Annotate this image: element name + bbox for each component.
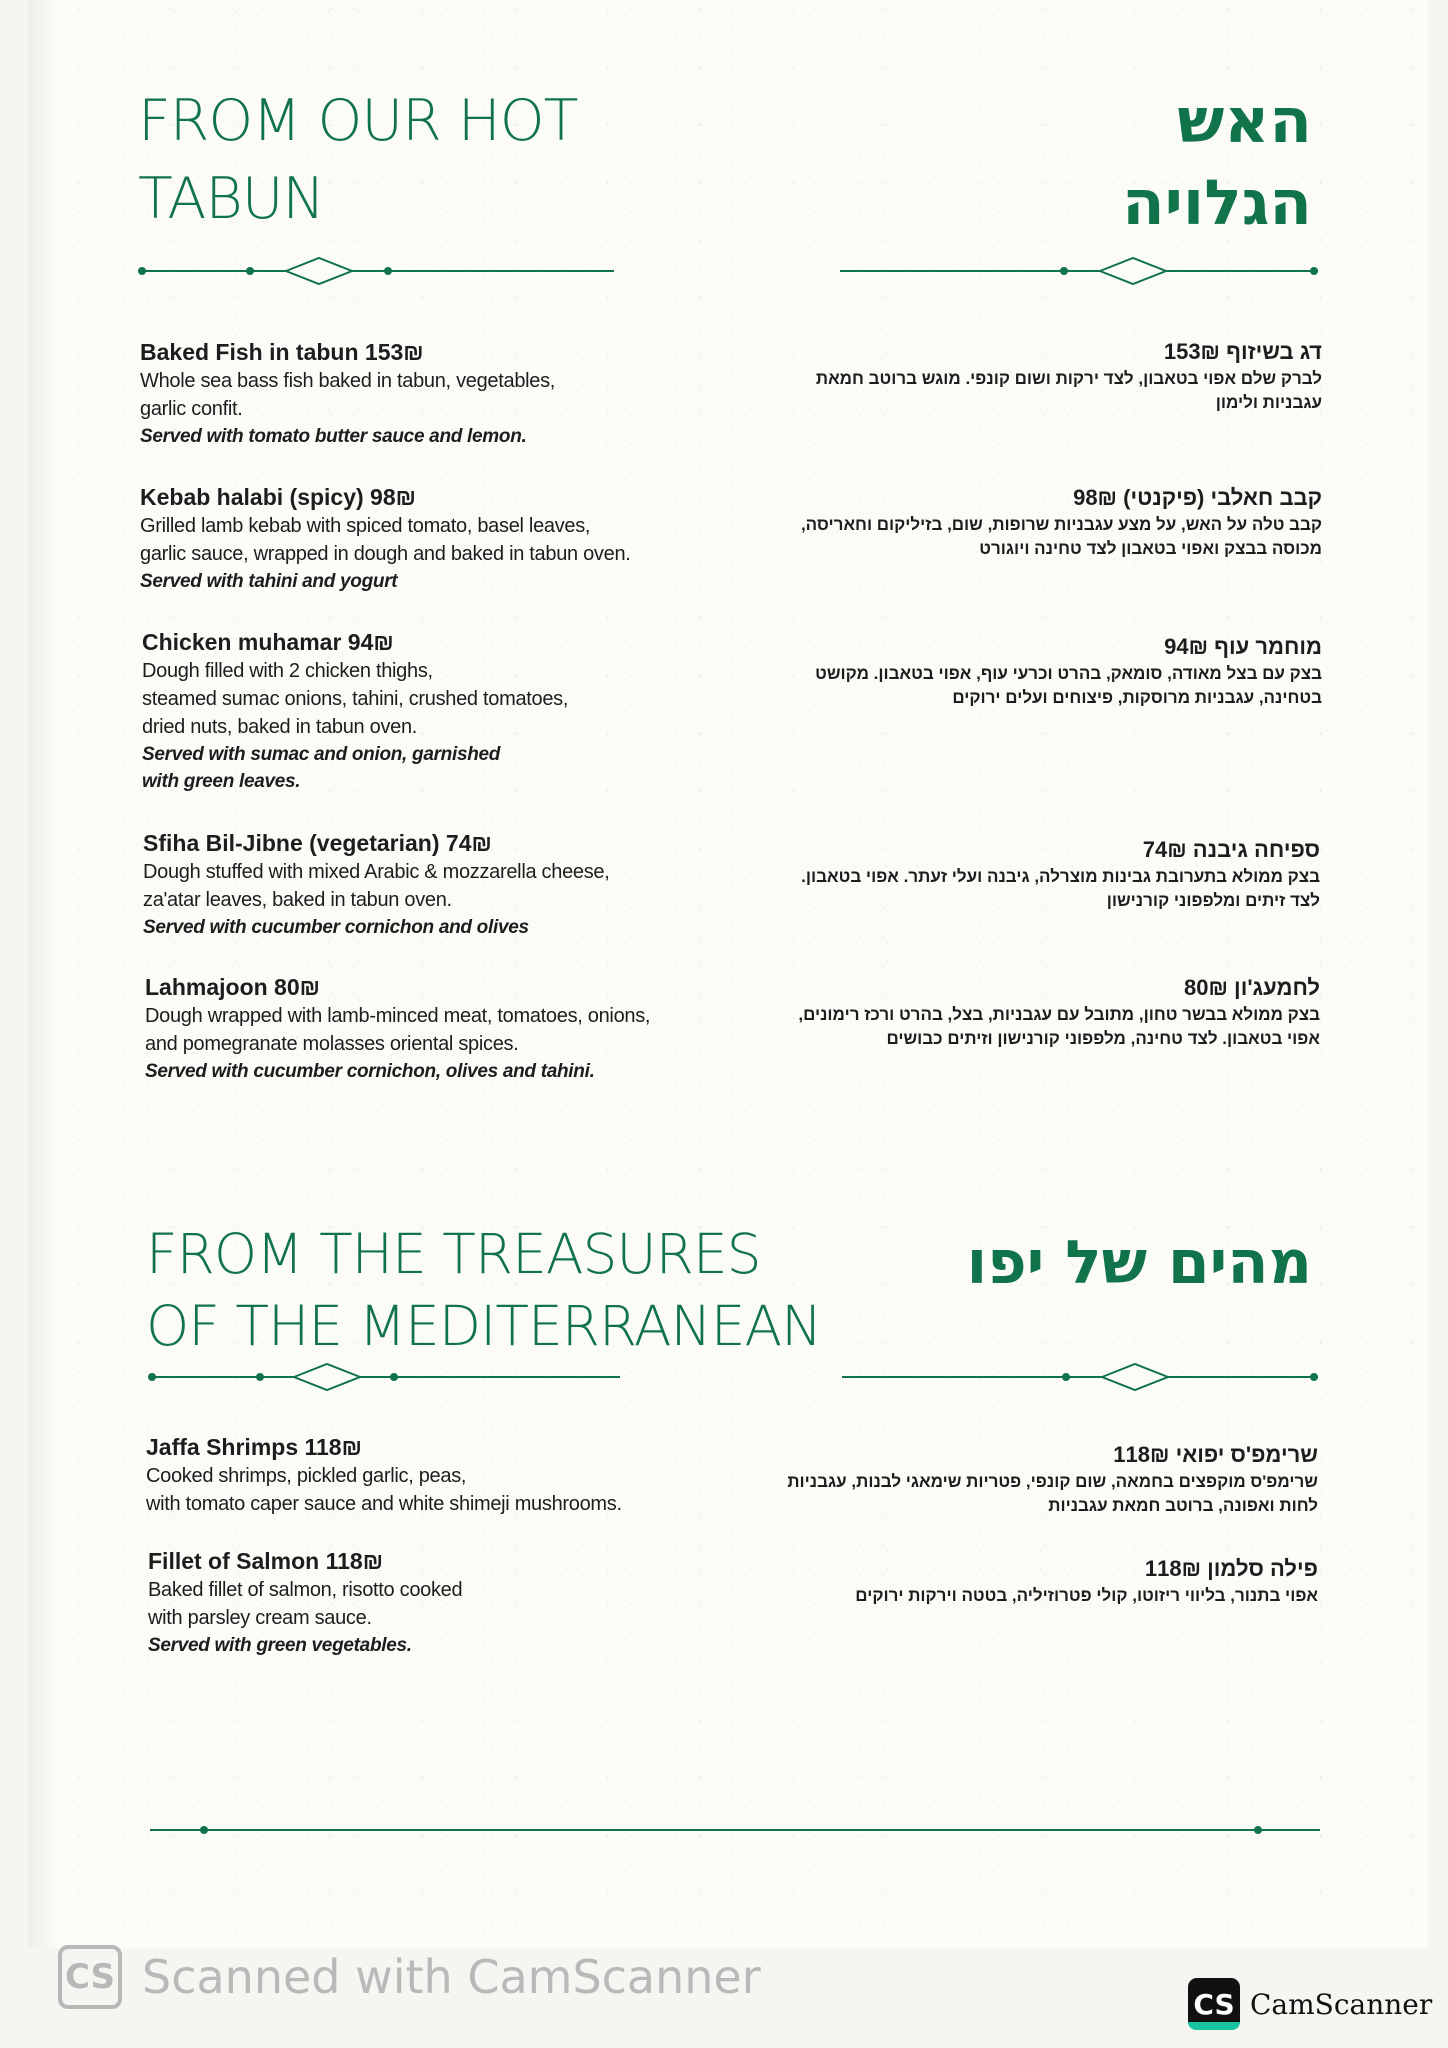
served-line: Served with green vegetables. (148, 1635, 412, 1656)
menu-item-he (760, 835, 1320, 913)
desc-line: אפוי בתנור, בליווי ריזוטו, קולי פטרוזיליה, בטטה וירקות ירוקים (855, 1586, 1318, 1605)
item-description (758, 1470, 1318, 1518)
desc-line: אפוי בטאבון. לצד טחינה, מלפפוני קורנישון וזיתים כבושים (886, 1029, 1320, 1048)
title-line: FROM OUR HOT (138, 88, 578, 154)
watermark-text: Scanned with CamScanner (142, 1950, 761, 2004)
camscanner-app-icon: CS (1188, 1978, 1240, 2030)
item-served-with (142, 741, 702, 795)
item-description (140, 367, 700, 423)
title-line: מהים של יפו (966, 1228, 1312, 1298)
menu-item-en (142, 627, 702, 795)
menu-item-he (758, 1440, 1318, 1518)
item-description (762, 367, 1322, 415)
desc-line: לברק שלם אפוי בטאבון, לצד ירקות ושום קונפי. מוגש ברוטב חמאת (815, 369, 1322, 388)
menu-item-he (762, 337, 1322, 415)
item-description (760, 1003, 1320, 1051)
menu-item-he (758, 1554, 1318, 1608)
item-name: Lahmajoon 80₪ (145, 974, 320, 1000)
section-divider-he (838, 256, 1320, 286)
section-divider-en (138, 256, 616, 286)
menu-item-en (143, 828, 703, 941)
desc-line: עגבניות ולימון (1215, 393, 1322, 412)
section-title-he-tabun (1122, 80, 1312, 244)
menu-item-en (140, 337, 700, 450)
item-served-with (140, 423, 700, 450)
desc-line: Dough stuffed with mixed Arabic & mozzarella cheese, (143, 861, 610, 883)
title-line: OF THE MEDITERRANEAN (146, 1294, 822, 1358)
menu-item-en (140, 482, 700, 595)
item-description (145, 1002, 705, 1058)
desc-line: מכוסה בבצק ואפוי בטאבון לצד טחינה ויוגורט (979, 539, 1322, 558)
item-name: קבב חאלבי (פיקנטי) 98₪ (1073, 485, 1322, 510)
item-name: Sfiha Bil-Jibne (vegetarian) 74₪ (143, 830, 492, 856)
desc-line: קבב טלה על האש, על מצע עגבניות שרופות, שום, בזיליקום וחאריסה, (800, 515, 1322, 534)
item-description (148, 1576, 708, 1632)
served-line: Served with tomato butter sauce and lemon. (140, 426, 527, 447)
title-line: הגלויה (1122, 166, 1312, 239)
item-description (142, 657, 702, 741)
desc-line: Dough wrapped with lamb-minced meat, tomatoes, onions, (145, 1005, 651, 1027)
menu-item-en (146, 1432, 706, 1518)
desc-line: with tomato caper sauce and white shimeji mushrooms. (146, 1493, 622, 1515)
served-line: Served with cucumber cornichon and olives (143, 917, 529, 938)
served-line: with green leaves. (142, 771, 301, 792)
menu-item-en (145, 972, 705, 1085)
desc-line: לצד זיתים ומלפפוני קורנישון (1106, 891, 1320, 910)
item-name: ספיחה גיבנה 74₪ (1142, 837, 1320, 862)
item-description (140, 512, 700, 568)
desc-line: za'atar leaves, baked in tabun oven. (143, 889, 452, 911)
desc-line: Dough filled with 2 chicken thighs, (142, 660, 433, 682)
served-line: Served with tahini and yogurt (140, 571, 398, 592)
served-line: Served with sumac and onion, garnished (142, 744, 501, 765)
desc-line: Cooked shrimps, pickled garlic, peas, (146, 1465, 467, 1487)
section-title-he-jaffa-sea (967, 1222, 1312, 1304)
brand-text: CamScanner (1250, 1987, 1433, 2021)
item-name: Fillet of Salmon 118₪ (148, 1548, 384, 1574)
desc-line: and pomegranate molasses oriental spices. (145, 1033, 519, 1055)
title-line: FROM THE TREASURES (146, 1222, 761, 1286)
title-line: TABUN (138, 166, 325, 232)
section-title-en-mediterranean (146, 1218, 821, 1362)
footer-divider (148, 1822, 1322, 1838)
item-name: לחמעג'ון 80₪ (1184, 975, 1320, 1000)
item-description (146, 1462, 706, 1518)
served-line: Served with cucumber cornichon, olives and tahini. (145, 1061, 595, 1082)
section-divider-he (840, 1362, 1320, 1392)
item-served-with (143, 914, 703, 941)
item-served-with (145, 1058, 705, 1085)
section-divider-en (148, 1362, 622, 1392)
desc-line: with parsley cream sauce. (148, 1607, 372, 1629)
desc-line: steamed sumac onions, tahini, crushed tomatoes, (142, 688, 569, 710)
desc-line: Grilled lamb kebab with spiced tomato, basel leaves, (140, 515, 591, 537)
desc-line: garlic sauce, wrapped in dough and baked in tabun oven. (140, 543, 631, 565)
desc-line: Whole sea bass fish baked in tabun, vegetables, (140, 370, 556, 392)
menu-item-he (762, 483, 1322, 561)
title-line: האש (1177, 84, 1312, 157)
desc-line: שרימפ'ס מוקפצים בחמאה, שום קונפי, פטריות שימאגי לבנות, עגבניות (787, 1472, 1318, 1491)
scanner-brand-mark (1188, 1978, 1432, 2030)
desc-line: Baked fillet of salmon, risotto cooked (148, 1579, 463, 1601)
item-name: Kebab halabi (spicy) 98₪ (140, 484, 416, 510)
item-description (143, 858, 703, 914)
item-name: Jaffa Shrimps 118₪ (146, 1434, 362, 1460)
menu-item-he (762, 632, 1322, 710)
item-name: Chicken muhamar 94₪ (142, 629, 394, 655)
item-name: שרימפ'ס יפואי 118₪ (1113, 1442, 1318, 1467)
item-name: פילה סלמון 118₪ (1144, 1556, 1318, 1581)
menu-item-he (760, 973, 1320, 1051)
desc-line: בצק עם בצל מאודה, סומאק, בהרט וכרעי עוף, אפוי בטאבון. מקושט (815, 664, 1322, 683)
desc-line: dried nuts, baked in tabun oven. (142, 716, 418, 738)
item-description (760, 865, 1320, 913)
section-title-en-tabun (138, 82, 577, 238)
desc-line: לחות ואפונה, ברוטב חמאת עגבניות (1048, 1496, 1318, 1515)
desc-line: בטחינה, עגבניות מרוסקות, פיצוחים ועלים ירוקים (952, 688, 1322, 707)
desc-line: בצק ממולא בתערובת גבינות מוצרלה, גיבנה ועלי זעתר. אפוי בטאבון. (801, 867, 1320, 886)
desc-line: בצק ממולא בבשר טחון, מתובל עם עגבניות, בצל, בהרט ורכז רימונים, (798, 1005, 1320, 1024)
item-description (762, 513, 1322, 561)
item-served-with (140, 568, 700, 595)
item-served-with (148, 1632, 708, 1659)
menu-item-en (148, 1546, 708, 1659)
item-description (758, 1584, 1318, 1608)
item-description (762, 662, 1322, 710)
page-shadow-edge (28, 0, 58, 1948)
scanner-watermark (58, 1942, 761, 2012)
item-name: מוחמר עוף 94₪ (1164, 634, 1322, 659)
desc-line: garlic confit. (140, 398, 243, 420)
item-name: דג בשיזוף 153₪ (1163, 339, 1322, 364)
camscanner-logo-icon: CS (58, 1945, 122, 2009)
item-name: Baked Fish in tabun 153₪ (140, 339, 424, 365)
